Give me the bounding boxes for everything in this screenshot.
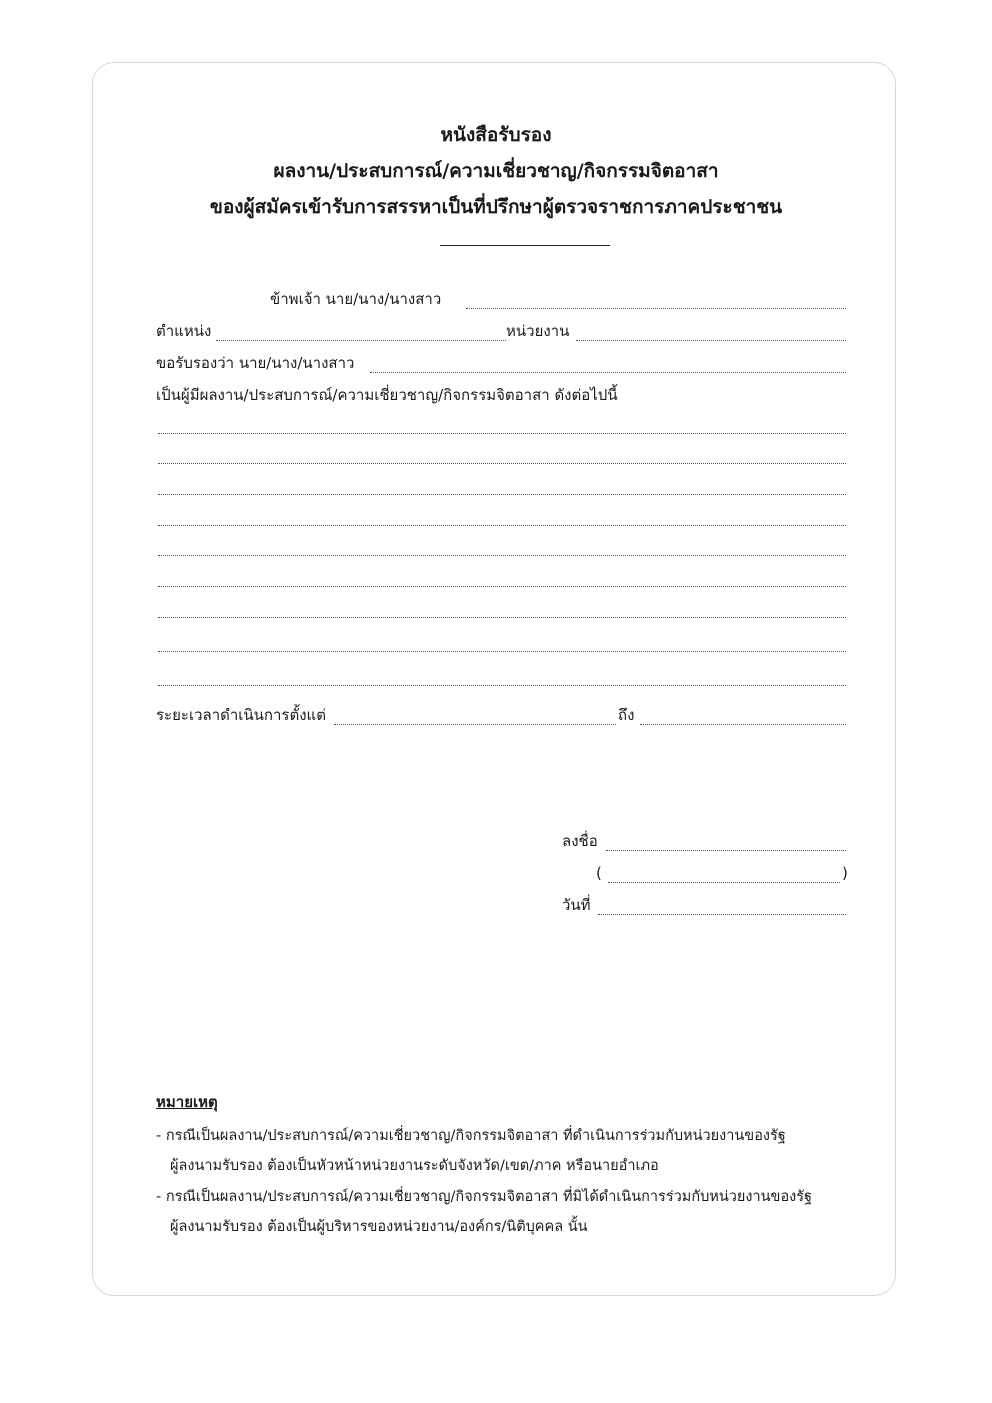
note-line-3: - กรณีเป็นผลงาน/ประสบการณ์/ความเชี่ยวชาญ/กิจกรรมจิตอาสา ที่มิได้ดำเนินการร่วมกับหน่วยงานของรัฐ: [156, 1189, 813, 1205]
signature-field[interactable]: [606, 850, 846, 851]
printed-name-field[interactable]: [608, 882, 840, 883]
note-line-2: ผู้ลงนามรับรอง ต้องเป็นหัวหน้าหน่วยงานระดับจังหวัด/เขต/ภาค หรือนายอำเภอ: [170, 1158, 659, 1174]
period-to-field[interactable]: [640, 724, 846, 725]
declarant-label: ข้าพเจ้า นาย/นาง/นางสาว: [270, 290, 442, 308]
period-from-field[interactable]: [334, 724, 616, 725]
detail-line[interactable]: [158, 555, 846, 556]
note-line-4: ผู้ลงนามรับรอง ต้องเป็นผู้บริหารของหน่วยงาน/องค์กร/นิติบุคคล นั้น: [170, 1219, 588, 1235]
position-label: ตำแหน่ง: [156, 322, 212, 340]
detail-line[interactable]: [158, 463, 846, 464]
detail-line[interactable]: [158, 617, 846, 618]
notes-heading: หมายเหตุ: [156, 1093, 218, 1111]
title-line-3: ของผู้สมัครเข้ารับการสรรหาเป็นที่ปรึกษาผู้ตรวจราชการภาคประชาชน: [209, 196, 783, 218]
declarant-field[interactable]: [466, 308, 846, 309]
sign-label: ลงชื่อ: [562, 832, 598, 850]
detail-line[interactable]: [158, 433, 846, 434]
paren-open: (: [596, 864, 602, 882]
date-field[interactable]: [598, 914, 846, 915]
title-line-2: ผลงาน/ประสบการณ์/ความเชี่ยวชาญ/กิจกรรมจิตอาสา: [273, 160, 719, 182]
period-from-label: ระยะเวลาดำเนินการตั้งแต่: [156, 706, 326, 724]
detail-line[interactable]: [158, 651, 846, 652]
certify-name-field[interactable]: [370, 372, 846, 373]
title-underline: [440, 245, 610, 246]
detail-line[interactable]: [158, 525, 846, 526]
note-line-1: - กรณีเป็นผลงาน/ประสบการณ์/ความเชี่ยวชาญ/กิจกรรมจิตอาสา ที่ดำเนินการร่วมกับหน่วยงานของรัฐ: [156, 1128, 786, 1144]
detail-line[interactable]: [158, 586, 846, 587]
detail-line[interactable]: [158, 494, 846, 495]
position-field[interactable]: [216, 340, 506, 341]
detail-line[interactable]: [158, 685, 846, 686]
paren-close: ): [842, 864, 848, 882]
certify-label: ขอรับรองว่า นาย/นาง/นางสาว: [156, 354, 355, 372]
statement-text: เป็นผู้มีผลงาน/ประสบการณ์/ความเชี่ยวชาญ/กิจกรรมจิตอาสา ดังต่อไปนี้: [156, 386, 618, 404]
title-line-1: หนังสือรับรอง: [440, 124, 552, 146]
agency-label: หน่วยงาน: [506, 322, 570, 340]
agency-field[interactable]: [576, 340, 846, 341]
period-to-label: ถึง: [618, 706, 635, 724]
date-label: วันที่: [562, 896, 591, 914]
